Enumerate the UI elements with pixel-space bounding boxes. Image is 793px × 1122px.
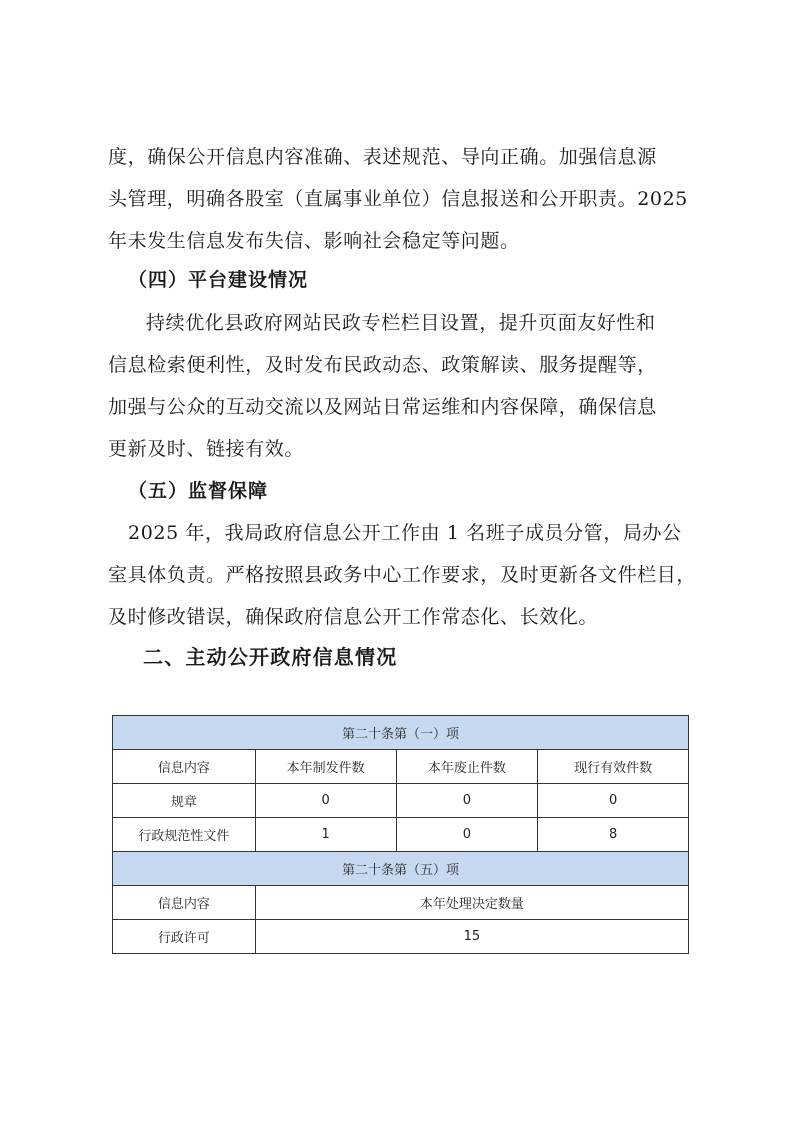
paragraph-supervision bbox=[108, 512, 698, 638]
column-header: 现行有效件数 bbox=[538, 750, 689, 784]
column-header: 本年制发件数 bbox=[255, 750, 396, 784]
text-line: 及时修改错误，确保政府信息公开工作常态化、长效化。 bbox=[108, 606, 599, 628]
section-heading-platform: （四）平台建设情况 bbox=[128, 269, 309, 291]
row-label: 规章 bbox=[113, 784, 256, 818]
cell-value: 8 bbox=[538, 818, 689, 852]
row-label: 行政许可 bbox=[113, 920, 256, 954]
paragraph-continuation bbox=[108, 136, 698, 262]
paragraph-platform bbox=[108, 302, 698, 470]
table-row bbox=[113, 784, 689, 818]
table-section-row bbox=[113, 716, 689, 750]
column-header: 本年处理决定数量 bbox=[255, 886, 688, 920]
cell-value: 0 bbox=[396, 818, 538, 852]
table-header-row bbox=[113, 750, 689, 784]
text-line: 信息检索便利性，及时发布民政动态、政策解读、服务提醒等， bbox=[108, 354, 657, 376]
section-title: 第二十条第（一）项 bbox=[113, 716, 689, 750]
table-header-row bbox=[113, 886, 689, 920]
column-header: 信息内容 bbox=[113, 750, 256, 784]
text-line: 头管理，明确各股室（直属事业单位）信息报送和公开职责。2025 bbox=[108, 188, 688, 210]
row-label: 行政规范性文件 bbox=[113, 818, 256, 852]
information-table bbox=[112, 715, 689, 954]
section-heading-supervision: （五）监督保障 bbox=[128, 480, 269, 502]
table-section-row bbox=[113, 852, 689, 886]
text-line: 加强与公众的互动交流以及网站日常运维和内容保障，确保信息 bbox=[108, 396, 657, 418]
cell-value: 1 bbox=[255, 818, 396, 852]
cell-value: 0 bbox=[396, 784, 538, 818]
chapter-heading: 二、主动公开政府信息情况 bbox=[143, 645, 398, 669]
text-line: 持续优化县政府网站民政专栏栏目设置，提升页面友好性和 bbox=[146, 312, 656, 334]
column-header: 本年废止件数 bbox=[396, 750, 538, 784]
cell-value: 15 bbox=[255, 920, 688, 954]
cell-value: 0 bbox=[255, 784, 396, 818]
text-line: 室具体负责。严格按照县政务中心工作要求，及时更新各文件栏目， bbox=[108, 564, 697, 586]
column-header: 信息内容 bbox=[113, 886, 256, 920]
table-row bbox=[113, 920, 689, 954]
section-title: 第二十条第（五）项 bbox=[113, 852, 689, 886]
text-line: 更新及时、链接有效。 bbox=[108, 438, 305, 460]
cell-value: 0 bbox=[538, 784, 689, 818]
table-row bbox=[113, 818, 689, 852]
text-line: 2025 年，我局政府信息公开工作由 1 名班子成员分管，局办公 bbox=[128, 522, 682, 544]
text-line: 度，确保公开信息内容准确、表述规范、导向正确。加强信息源 bbox=[108, 146, 657, 168]
text-line: 年未发生信息发布失信、影响社会稳定等问题。 bbox=[108, 230, 520, 252]
